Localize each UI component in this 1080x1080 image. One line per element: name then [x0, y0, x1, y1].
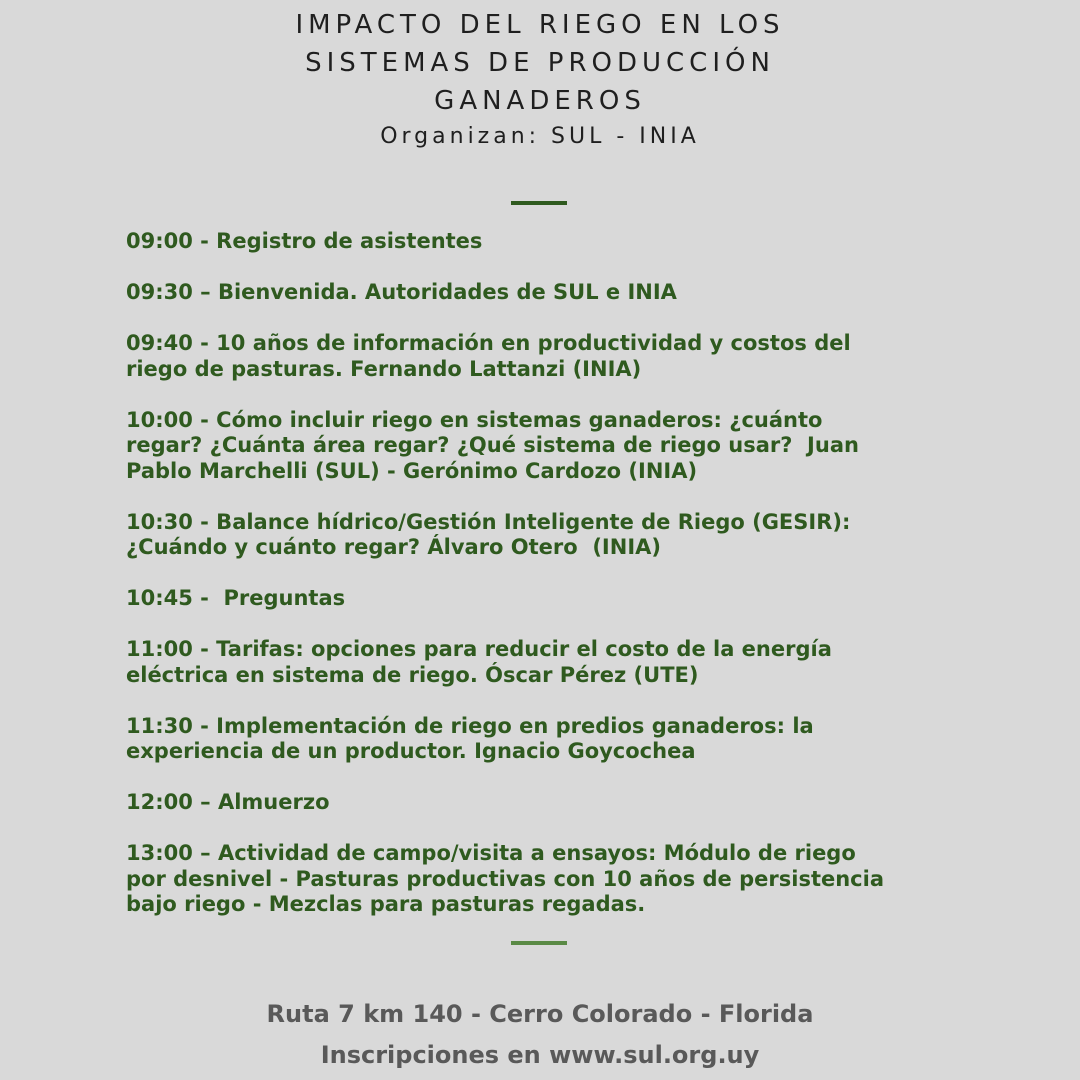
agenda-item-0930: 09:30 – Bienvenida. Autoridades de SUL e INIA	[126, 280, 677, 304]
organizers-line: Organizan: SUL - INIA	[380, 124, 700, 149]
agenda-item-0900: 09:00 - Registro de asistentes	[126, 229, 483, 253]
agenda-item-1000: 10:00 - Cómo incluir riego en sistemas ganaderos: ¿cuánto regar? ¿Cuánta área regar? ¿Qué sistema de riego usar? Juan Pablo Marchelli (SUL) - Gerónimo Cardozo (INIA)	[126, 407, 859, 483]
event-title-line-3: GANADEROS	[434, 86, 646, 116]
bottom-divider	[511, 941, 567, 945]
top-divider	[511, 201, 567, 205]
agenda-item-1300: 13:00 – Actividad de campo/visita a ensayos: Módulo de riego por desnivel - Pasturas productivas con 10 años de persistencia bajo riego - Mezclas para pasturas regadas.	[126, 841, 884, 916]
agenda-item-1200: 12:00 – Almuerzo	[126, 790, 330, 814]
signup-info: Inscripciones en www.sul.org.uy	[320, 1041, 760, 1069]
agenda-list	[126, 229, 966, 943]
event-title-line-1: IMPACTO DEL RIEGO EN LOS	[295, 10, 785, 40]
agenda-item-1045: 10:45 - Preguntas	[126, 586, 346, 610]
agenda-item-1030: 10:30 - Balance hídrico/Gestión Inteligente de Riego (GESIR): ¿Cuándo y cuánto regar? Álvaro Otero (INIA)	[126, 509, 851, 559]
event-header	[0, 6, 1080, 152]
agenda-item-1130: 11:30 - Implementación de riego en predios ganaderos: la experiencia de un productor. Ignacio Goycochea	[126, 713, 814, 763]
event-title-line-2: SISTEMAS DE PRODUCCIÓN	[305, 48, 775, 78]
event-location: Ruta 7 km 140 - Cerro Colorado - Florida	[266, 1000, 814, 1028]
agenda-item-1100: 11:00 - Tarifas: opciones para reducir el costo de la energía eléctrica en sistema de riego. Óscar Pérez (UTE)	[126, 637, 832, 687]
agenda-item-0940: 09:40 - 10 años de información en productividad y costos del riego de pasturas. Fernando Lattanzi (INIA)	[126, 331, 851, 381]
